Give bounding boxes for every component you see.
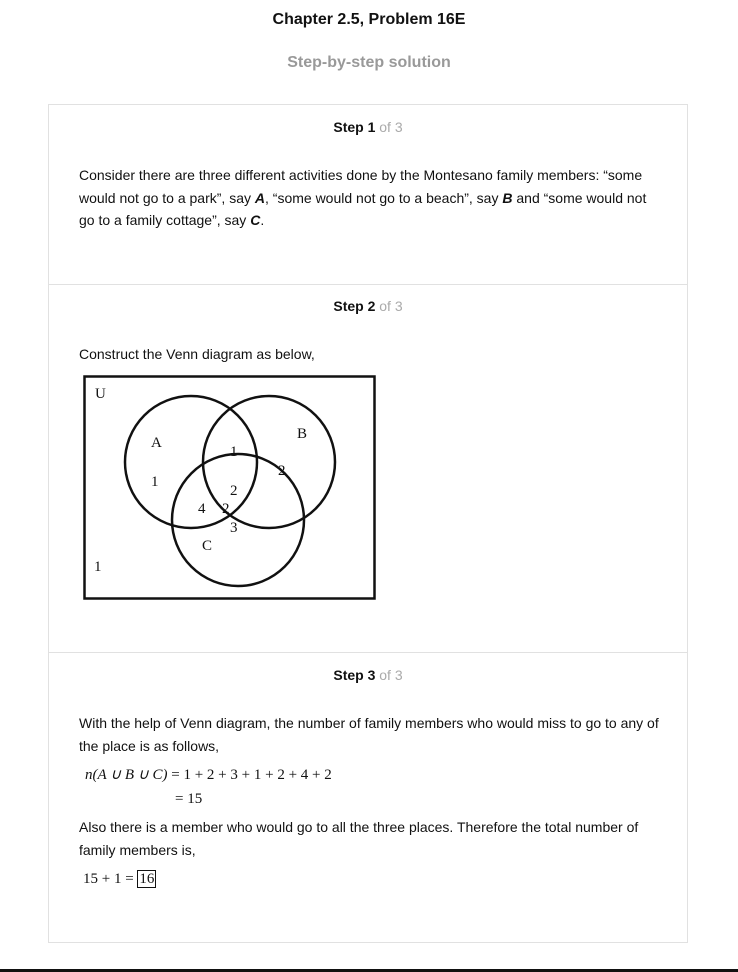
page-subtitle: Step-by-step solution — [287, 54, 451, 71]
set-a-symbol: A — [254, 189, 265, 206]
step-divider — [49, 652, 687, 653]
step-1-text-part: Consider there are three different activities done by the Montesano family members: “some would not go to a park”, say — [79, 167, 643, 206]
region-a-and-b: 1 — [230, 444, 238, 460]
step-3-label: Step 3 — [333, 667, 376, 683]
final-answer-box: 16 — [139, 871, 155, 887]
step-3-count: of 3 — [379, 667, 403, 683]
universe-label: U — [95, 386, 106, 402]
step-3-text-2: Also there is a member who would go to all the three places. Therefore the total number of family members is, — [79, 819, 639, 858]
region-only-c: 3 — [230, 520, 238, 536]
step-2-text: Construct the Venn diagram as below, — [79, 346, 315, 362]
page-title: Chapter 2.5, Problem 16E — [272, 11, 466, 28]
region-mark: 2 — [222, 501, 230, 517]
region-a-b-c: 2 — [230, 483, 238, 499]
venn-diagram — [83, 375, 378, 602]
union-sum: = 1 + 2 + 3 + 1 + 2 + 4 + 2 — [171, 767, 332, 783]
union-total: = 15 — [175, 791, 203, 807]
step-2-count: of 3 — [379, 298, 403, 314]
step-3-text-1: With the help of Venn diagram, the number of family members who would miss to go to any of the place is as follows, — [79, 715, 659, 754]
step-1-count: of 3 — [379, 119, 403, 135]
step-1-text-part: . — [260, 212, 265, 228]
set-c-label: C — [202, 538, 213, 554]
step-1-text-part: , “some would not go to a beach”, say — [265, 189, 503, 206]
step-1-heading — [49, 119, 687, 135]
step-1-label: Step 1 — [333, 119, 376, 135]
total-sum: 15 + 1 = — [83, 871, 134, 887]
region-outside: 1 — [94, 559, 102, 575]
step-3-heading — [49, 667, 687, 683]
region-b-and-c: 2 — [278, 463, 286, 479]
set-b-label: B — [297, 426, 308, 442]
step-2-label: Step 2 — [333, 298, 376, 314]
step-divider — [49, 284, 687, 285]
region-only-a: 1 — [151, 474, 159, 490]
region-a-and-c: 4 — [198, 501, 206, 517]
total-equation — [83, 871, 156, 888]
step-2-heading — [49, 298, 687, 314]
union-expression: n(A ∪ B ∪ C) — [85, 767, 168, 783]
set-a-circle — [125, 396, 257, 528]
solution-panel — [48, 104, 688, 943]
set-c-symbol: C — [250, 212, 261, 228]
set-b-symbol: B — [502, 189, 513, 206]
set-a-label: A — [151, 435, 162, 451]
step-1-text-part: and “some would not go to a family cottage”, say — [79, 189, 647, 228]
step-1-text — [79, 164, 664, 232]
union-count-equation — [85, 765, 332, 784]
